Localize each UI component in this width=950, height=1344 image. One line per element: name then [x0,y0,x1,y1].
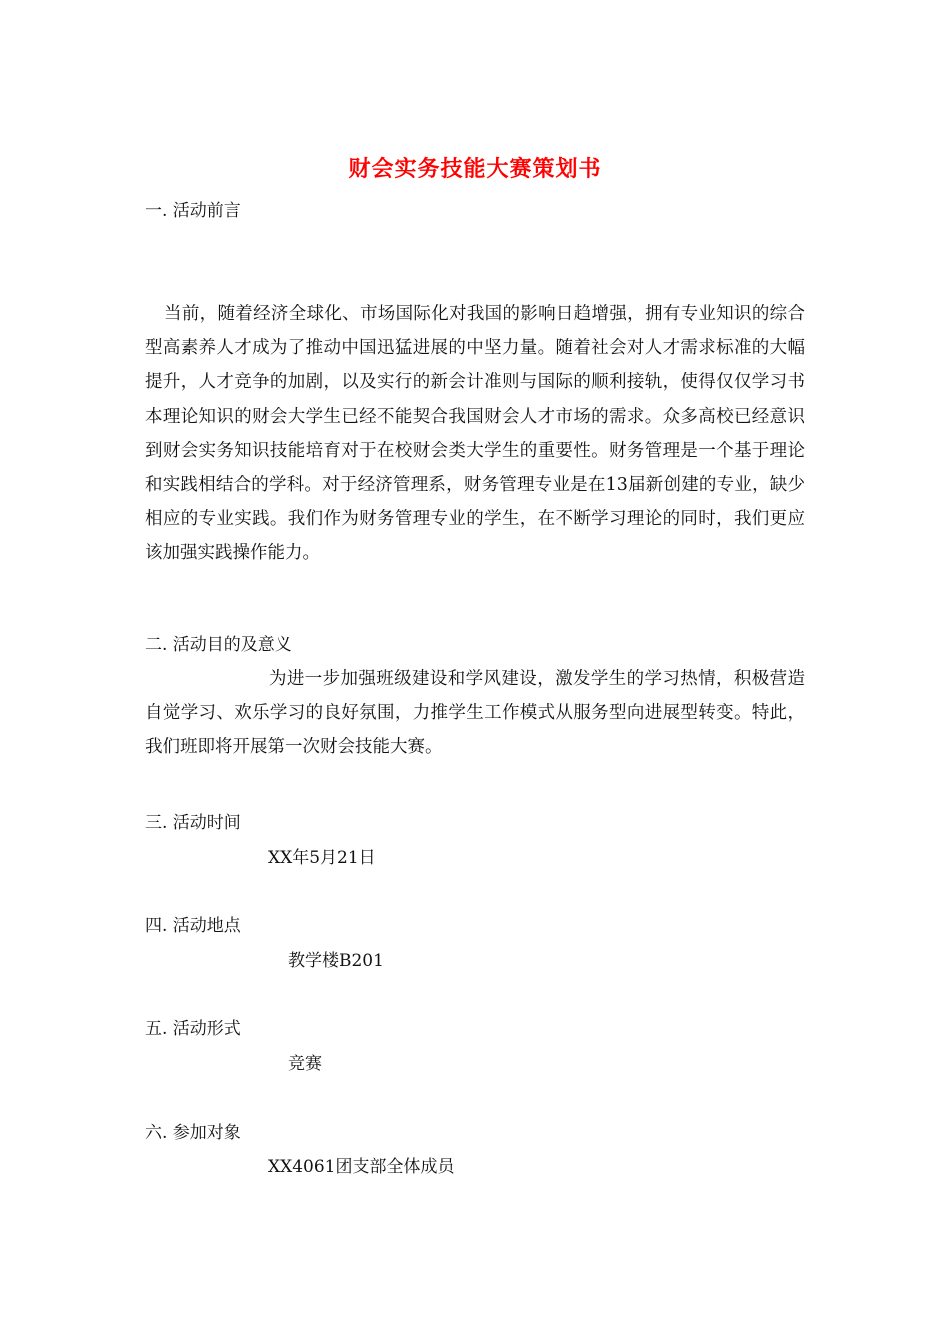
section-heading-format: 五. 活动形式 [145,1019,241,1039]
section-heading-purpose: 二. 活动目的及意义 [145,635,292,655]
foreword-paragraph: 当前，随着经济全球化、市场国际化对我国的影响日趋增强，拥有专业知识的综合型高素养人才成为了推动中国迅猛进展的中坚力量。随着社会对人才需求标准的大幅提升，人才竞争的加剧，以及实行的新会计准则与国际的顺利接轨，使得仅仅学习书本理论知识的财会大学生已经不能契合我国财会人才市场的需求。众多高校已经意识到财会实务知识技能培育对于在校财会类大学生的重要性。财务管理是一个基于理论和实践相结合的学科。对于经济管理系，财务管理专业是在13届新创建的专业，缺少相应的专业实践。我们作为财务管理专业的学生，在不断学习理论的同时，我们更应该加强实践操作能力。 [145,304,805,564]
section-heading-foreword: 一. 活动前言 [145,201,241,221]
section-body-foreword [145,297,805,571]
document-title: 财会实务技能大赛策划书 [348,156,602,182]
section-heading-participants: 六. 参加对象 [145,1123,241,1143]
section-heading-location: 四. 活动地点 [145,916,241,936]
participants-value: XX4061团支部全体成员 [268,1157,455,1177]
activity-location-value: 教学楼B201 [288,951,384,971]
section-body-purpose [145,662,805,765]
activity-time-value: XX年5月21日 [268,848,376,868]
activity-format-value: 竞赛 [288,1054,322,1074]
purpose-paragraph: 为进一步加强班级建设和学风建设，激发学生的学习热情，积极营造自觉学习、欢乐学习的良好氛围，力推学生工作模式从服务型向进展型转变。特此，我们班即将开展第一次财会技能大赛。 [145,669,805,758]
section-heading-time: 三. 活动时间 [145,813,241,833]
